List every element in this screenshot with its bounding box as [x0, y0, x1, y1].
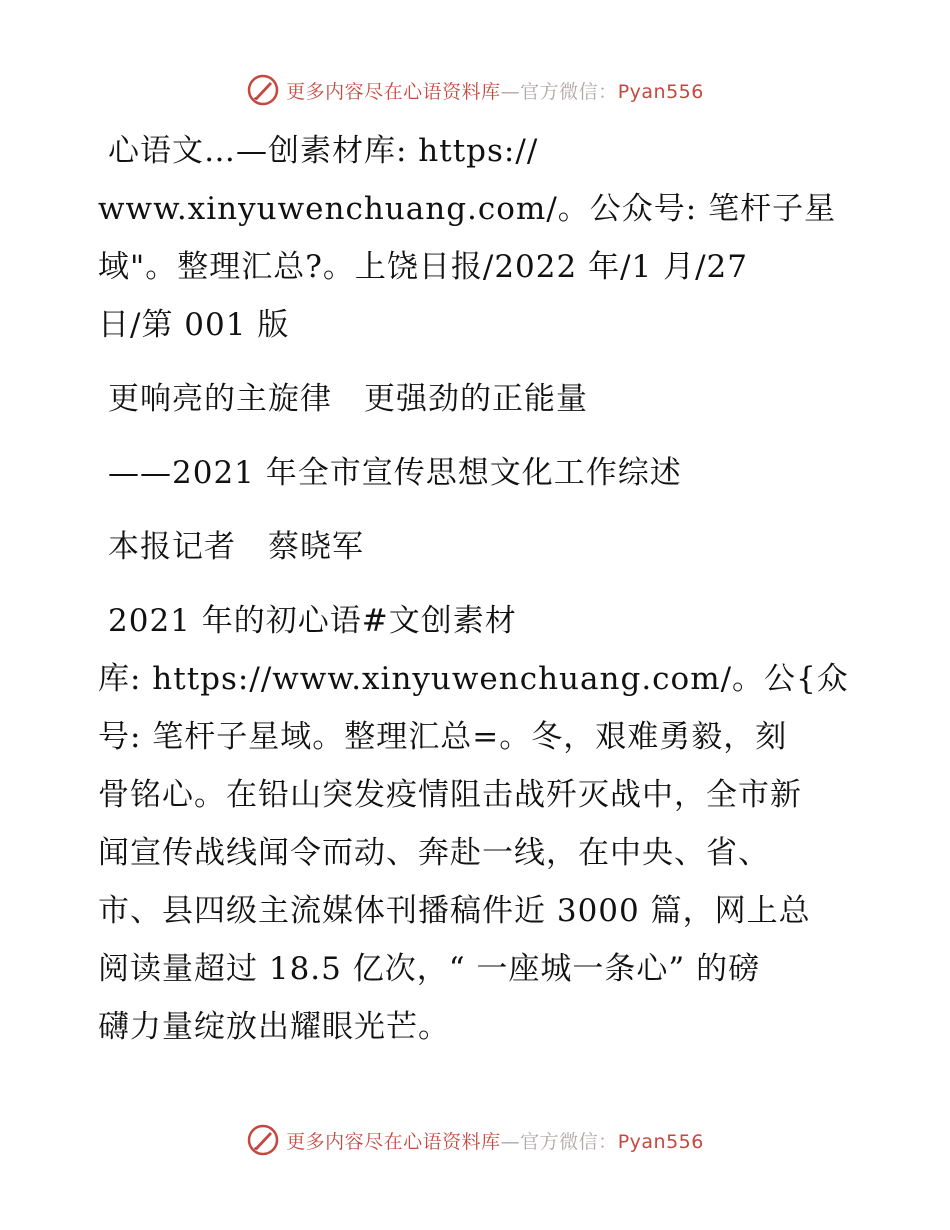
banner-wechat-id: Pyan556 [617, 1130, 704, 1153]
banner-main-text: 更多内容尽在心语资料库 [286, 1130, 501, 1153]
banner-main-text: 更多内容尽在心语资料库 [286, 80, 501, 103]
body-line: 礴力量绽放出耀眼光芒。 [98, 1009, 450, 1045]
article-subheadline: ——2021 年全市宣传思想文化工作综述 [108, 455, 682, 491]
article-byline: 本报记者 蔡晓军 [108, 529, 364, 565]
body-line: 2021 年的初心语#文创素材 [108, 603, 517, 639]
intro-line: 域"。整理汇总?。上饶日报/2022 年/1 月/27 [98, 249, 748, 285]
footer-banner [0, 1120, 950, 1160]
body-line: 阅读量超过 18.5 亿次，“ 一座城一条心” 的磅 [98, 951, 761, 987]
banner-wechat-id: Pyan556 [617, 80, 704, 103]
banner-official-label: 官方微信： [520, 80, 618, 103]
banner-official-label: 官方微信： [520, 1130, 618, 1153]
intro-line: www.xinyuwenchuang.com/。公众号: 笔杆子星 [98, 191, 837, 227]
quill-logo-icon [246, 1123, 280, 1157]
body-line: 骨铭心。在铅山突发疫情阻击战歼灭战中，全市新 [98, 777, 802, 813]
article-headline: 更响亮的主旋律 更强劲的正能量 [108, 381, 588, 417]
intro-line: 日/第 001 版 [98, 307, 290, 343]
body-line: 市、县四级主流媒体刊播稿件近 3000 篇，网上总 [98, 893, 811, 929]
body-line: 闻宣传战线闻令而动、奔赴一线，在中央、省、 [98, 835, 770, 871]
quill-logo-icon [246, 73, 280, 107]
banner-dash: — [500, 80, 521, 103]
intro-line: 心语文…—创素材库: https:// [108, 133, 539, 169]
document-body [98, 122, 858, 1056]
body-line: 号: 笔杆子星域。整理汇总=。冬，艰难勇毅，刻 [98, 719, 788, 755]
banner-text [286, 77, 704, 104]
banner-dash: — [500, 1130, 521, 1153]
header-banner [0, 70, 950, 110]
body-line: 库: https://www.xinyuwenchuang.com/。公{众 [98, 661, 849, 697]
banner-text [286, 1127, 704, 1154]
